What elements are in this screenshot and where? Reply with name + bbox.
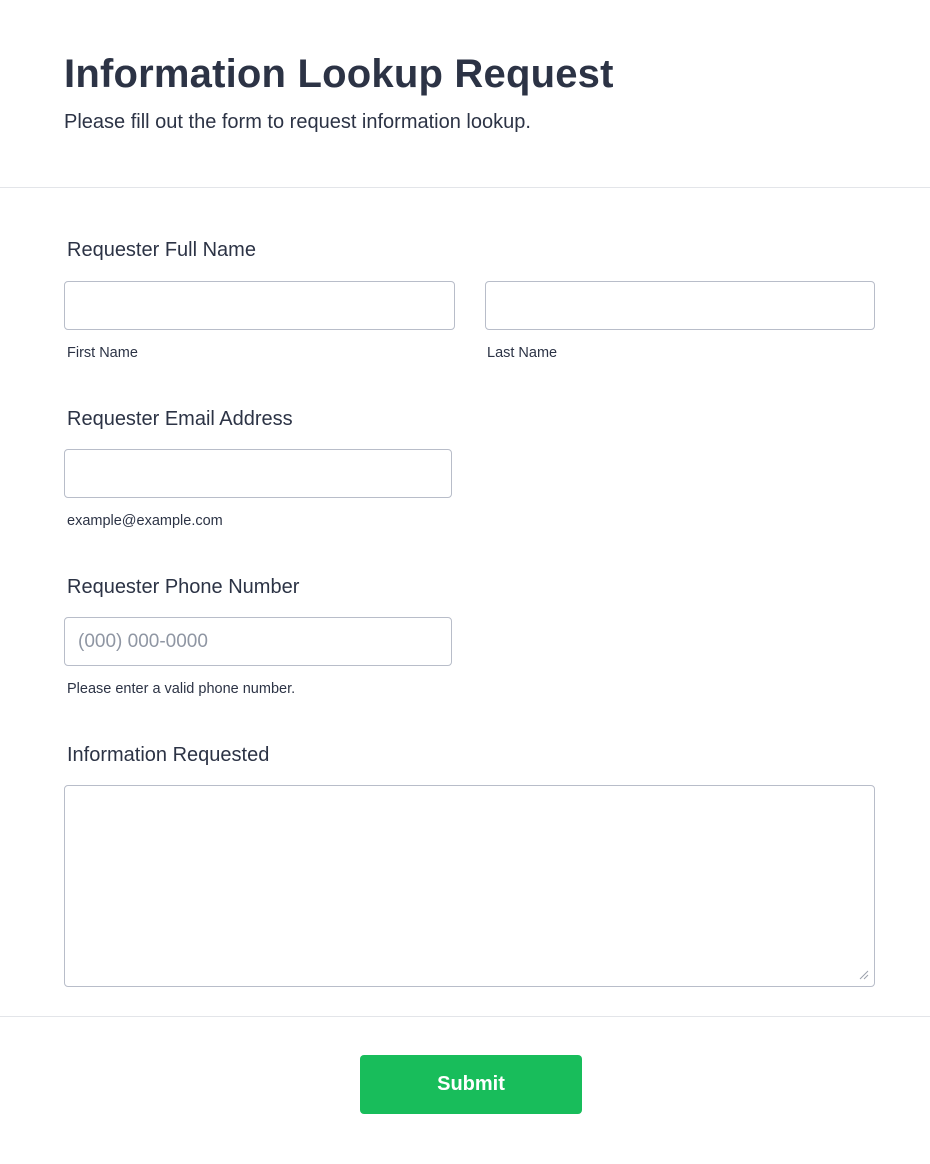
submit-button[interactable]: Submit (360, 1055, 582, 1114)
footer-divider (0, 1016, 930, 1017)
phone-sublabel: Please enter a valid phone number. (67, 681, 296, 697)
page-subtitle: Please fill out the form to request information lookup. (64, 111, 531, 133)
page-title: Information Lookup Request (64, 52, 614, 96)
last-name-sublabel: Last Name (487, 345, 558, 361)
last-name-input[interactable] (485, 281, 875, 330)
phone-input[interactable] (64, 617, 452, 666)
email-label: Requester Email Address (67, 408, 293, 430)
info-requested-textarea[interactable] (64, 785, 875, 987)
phone-label: Requester Phone Number (67, 576, 300, 598)
email-input[interactable] (64, 449, 452, 498)
email-sublabel: example@example.com (67, 513, 223, 529)
info-requested-label: Information Requested (67, 744, 270, 766)
first-name-sublabel: First Name (67, 345, 138, 361)
form-header (0, 0, 930, 188)
resize-handle-icon[interactable] (857, 968, 869, 980)
first-name-input[interactable] (64, 281, 455, 330)
full-name-label: Requester Full Name (67, 239, 256, 261)
